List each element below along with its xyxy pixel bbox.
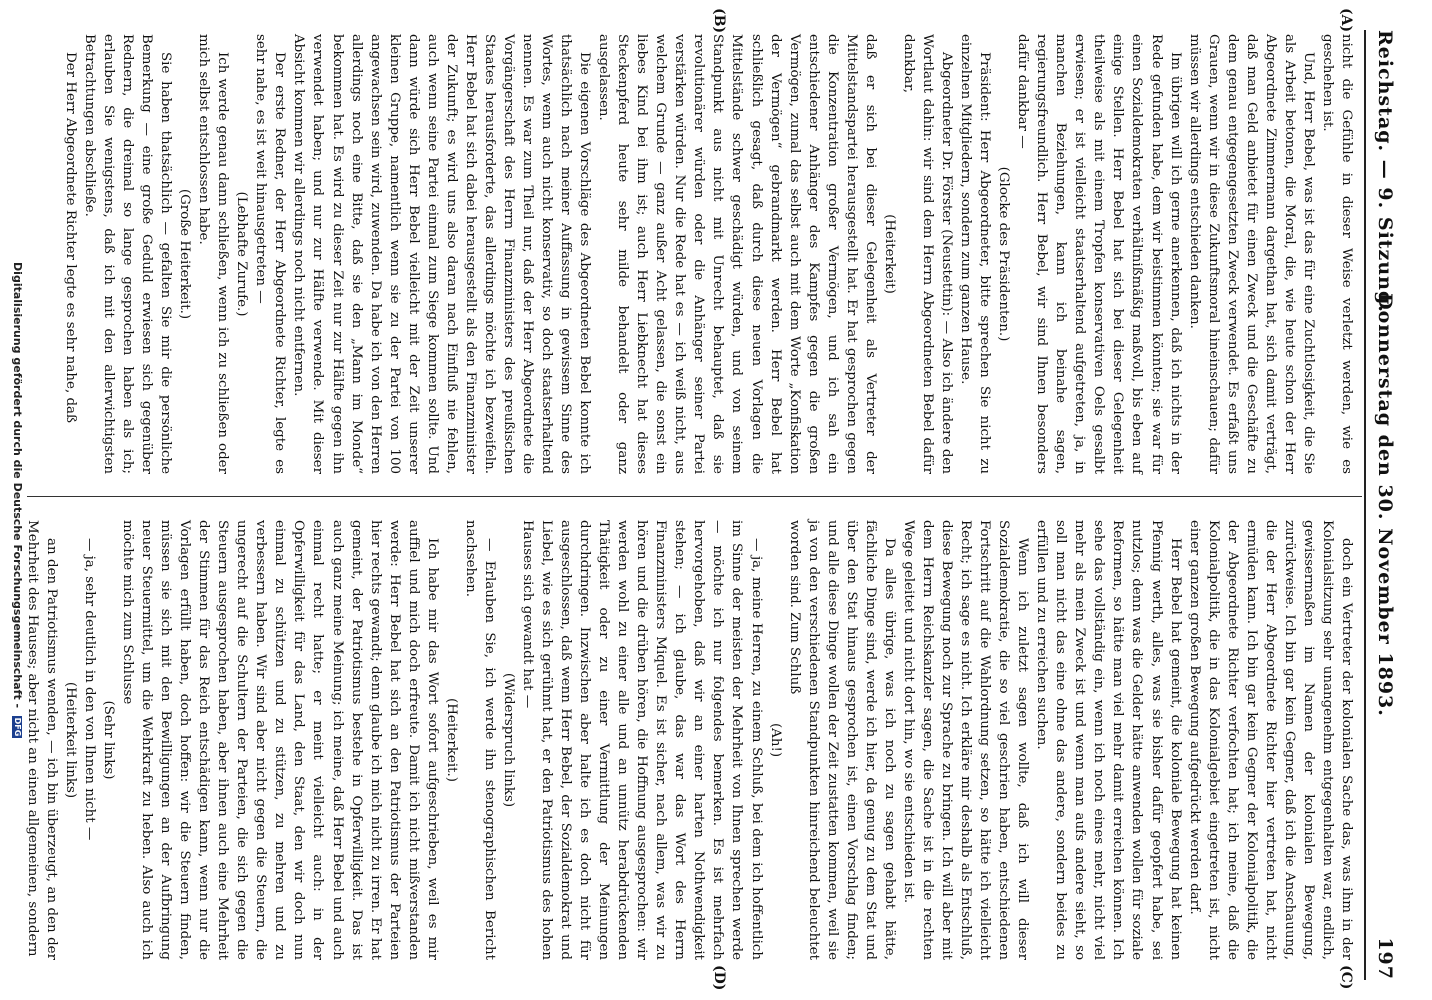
- paragraph: — ja, sehr deutlich in den von Ihnen nicht —: [81, 538, 97, 841]
- paragraph: Da alles übrige, was ich noch zu sagen gehabt hätte, fächliche Dinge sind, werde ich hier, da genug zu dem Stat und über den Stat hinaus gesprochen ist, einen Vorschlag finden; und alle diese Dinge wollen der Zeit zustatten kommen, weil sie ja von den verschiedenen Standpunkten hinreichend beleuchtet worden sind. Zum Schluß: [786, 520, 897, 960]
- paragraph: Der erste Redner, der Herr Abgeordnete Richter, legte es sehr nahe, es ist weit hinausgetreten —: [253, 34, 288, 474]
- column-divider: [27, 496, 1362, 497]
- paragraph: doch ein Vertreter der kolonialen Sache das, was ihm in der Kolonialsitzung sehr unangenehm entgegenhalten war, endlich, gewissermaßen im Namen der kolonialen Bewegung, zurückweise. Ich bin gar kein Gegner, daß ich die Anschauung, die der Herr Abgeordnete Richter hier vertreten hat, nicht ermüden kann. Ich bin gar kein Gegner der Kolonialpolitik, die der Abgeordnete Richter verfochten hat; ich meine, daß die Kolonialpolitik, die in das Kolonialgebiet eingetreten ist, nicht einer ganzen großen Bewegung aufgedrückt werden darf.: [1186, 520, 1354, 960]
- margin-marker-a: (A): [1338, 8, 1354, 33]
- stage-direction: (Lebhafte Zurufe.): [234, 191, 250, 317]
- paragraph: Im übrigen will ich gerne anerkennen, daß ich nichts in der Rede gefunden habe, dem wir beistimmen könnten; sie war für einen Sozialdemokraten verhältnißmäßig maßvoll, bis eben auf einige Stellen. Herr Bebel hat sich bei dieser Gelegenheit theilweise als mit einem Tropfen konservativen Oels gesalbt erwiesen; er ist vielleicht staatserhaltend aufgetreten, ja, in manchen Beziehungen, kann ich beinahe sagen, regierungsfreundlich. Herr Bebel, wir sind Ihnen besonders dafür dankbar —: [1015, 34, 1183, 474]
- stage-direction: (Glocke des Präsidenten.): [996, 166, 1012, 342]
- header-session: Reichstag. — 9. Sitzung.: [1374, 30, 1396, 313]
- right-text-column: [23, 520, 1356, 960]
- left-text-column: [61, 34, 1356, 474]
- paragraph: Der Herr Abgeordnete Richter legte es sehr nahe, daß: [62, 52, 78, 423]
- footer-text: Digitalisierung gefördert durch die Deutsche Forschungsgemeinschaft -: [11, 262, 24, 709]
- digitization-footer: [11, 0, 24, 1000]
- margin-marker-d: (D): [711, 965, 727, 991]
- page-header: [1366, 30, 1396, 980]
- paragraph: nicht die Gefühle in dieser Weise verletzt werden, wie es geschehen ist.: [1319, 34, 1354, 474]
- paragraph: Und, Herr Bebel, was ist das für eine Zuchtlosigkeit, die Sie als Arbeit betonen, die Moral, die, wie heute schon der Herr Abgeordnete Zimmermann dargethan hat, sich damit verträgt, daß man Geld anbietet für einen Zweck und die Geschäfte zu dem genau entgegengesetzten Zweck verwendet. Es erfaßt uns Grauen, wenn wir in diese Zukunftsmoral hineinschauen; dafür müssen wir allerdings entschieden danken.: [1186, 34, 1316, 474]
- paragraph: Präsident: Herr Abgeordneter, bitte sprechen Sie nicht zu einzelnen Mitgliedern, sondern zum ganzen Hause.: [958, 34, 993, 474]
- paragraph: Ich habe mir das Wort sofort aufgeschrieben, weil es mir auffiel und mich doch erfreute. Damit ich nicht mißverstanden werde: Herr Bebel hat sich an den Patriotismus der Parteien hier rechts gewandt; denn glaube ich mich nicht zu irren. Er hat gemeint, der Patriotismus bestehe in Opferwilligkeit. Das ist auch ganz meine Meinung; ich meine, daß Herr Bebel und auch einmal recht hatte; er meint vielleicht auch: in der Opferwilligkeit für das Land, den Staat, den wir doch nun einmal zu schützen und zu stützen, zu mehren und zu verbessern haben. Wir sind aber nicht gegen die Steuern, die ungerecht auf die Schultern der Parteien, die sich gegen die Steuern ausgesprochen haben, aber ihnen auch eine Mehrheit der Stimmen für das Reich entschädigen kann, wenn nur die Vorlagen erfüllt haben, doch hoffen: wir die Steuern finden, müssen sie sich mit den Bewilligungen an der Aufbringung neuer Steuermittel, um die Wehrkraft zu heben. Also auch ich möchte mich zum Schlusse: [120, 520, 440, 960]
- paragraph: Die eigenen Vorschläge des Abgeordneten Bebel konnte ich thatsächlich nach meiner Auffassung in gewissem Sinne des Wortes, wenn auch nicht konservativ, so doch staatserhaltend nennen. Es war zum Theil nur, daß der Herr Abgeordnete die Vorgängerschaft des Herrn Finanzministers des preußischen Staates herausforderte, das allerdings möchte ich bezweifeln. Herr Bebel hat sich dabei herausgestellt als den Finanzminister der Zukunft; es wird uns also daran nach Einfluß nie fehlen, auch wenn seine Partei einmal zum Siege kommen sollte. Und dann würde sich Herr Bebel vielleicht mit der Zeit unserer kleinen Gruppe, namentlich wenn sie zu der Partei von 100 angewachsen sein wird, zuwenden. Da habe ich von den Herren allerdings noch eine Bitte, daß sie den „Mann im Monde“ bekommen hat. Es wird zu dieser Zeit nur zur Hälfte gegen ihn verwendet haben; und nur zur Hälfte verwende. Mit dieser Absicht kommen wir allerdings noch nicht entfernen.: [291, 34, 593, 474]
- header-rule: [1364, 30, 1366, 980]
- paragraph: daß er sich bei dieser Gelegenheit als Vertreter der Mittelstandspartei herausgestellt hat. Er hat gesprochen gegen die Konzentration großer Vermögen, und ich sah ein entschiedener Anhänger des Kampfes gegen die großen Vermögen, zumal das selbst auch mit dem Worte „Konfiskation der Vermögen“ gebrandmarkt werden. Herr Bebel hat schließlich gesagt, daß durch diese neuen Vorlagen die Mittelstände schwer geschädigt würden, und von seinem Standpunkt aus nicht mit Unrecht behauptet, daß sie revolutionärer würden oder die Anhänger seiner Partei verstärken würden. Nur die Rede hat es — ich weiß nicht, aus welchem Grunde — ganz außer Acht gelassen, die sonst ein liebes Kind bei ihm ist; auch Herr Liebknecht hat dieses Steckenpferd heute sehr milde behandelt oder ganz ausgelassen.: [596, 34, 878, 474]
- stage-direction: (Große Heiterkeit.): [177, 188, 193, 320]
- paragraph: Sie haben thatsächlich — gefalten Sie mir die persönliche Bemerkung — eine große Geduld erwiesen sich gegenüber Rednern, die dreimal so lange gesprochen haben als ich; erlauben Sie wenigstens, daß ich mit den allerwichtigsten Betrachtungen abschließe.: [81, 34, 174, 474]
- dfg-logo: DFG: [13, 717, 22, 737]
- paragraph: Ich werde genau dann schließen, wenn ich zu schließen oder mich selbst entschlossen habe.: [196, 34, 231, 474]
- paragraph: Wenn ich zuletzt sagen wollte, daß ich will dieser Sozialdemokratie, die so viel geschrien haben, entschiedenen Fortschritt auf die Wahlordnung setzen, so hätte ich vielleicht Recht; ich sage es nicht. Ich erkläre mir deshalb als Entschluß, diese Bewegung noch zur Sprache zu bringen. Ich will aber mit dem Herrn Reichskanzler sagen, die Sache ist in die rechten Wege geleitet und nicht dort hin, wo sie entschieden ist.: [900, 520, 1031, 960]
- page-number: 197: [1374, 937, 1396, 980]
- stage-direction: (Sehr links): [100, 700, 116, 780]
- header-date: Donnerstag den 30. November 1893.: [1374, 293, 1396, 717]
- stage-direction: (Heiterkeit links): [62, 681, 78, 799]
- paragraph: an den Patriotismus wenden, — ich bin überzeugt, an den der Mehrheit des Hauses; aber nicht an einen allgemeinen, sondern: [24, 520, 59, 960]
- paragraph: — Erlauben Sie, ich werde ihn stenographischen Bericht nachsehen.: [462, 520, 497, 960]
- paragraph: Herr Bebel hat gemeint, die koloniale Bewegung hat keinen Pfennig werth, alles, was sie bisher dafür geopfert habe, sei nutzlos; denn was die Gelder hätte anwenden wollen für soziale Reformen, so hätte man viel mehr damit erreichen können. Ich sehe das vollständig ein, wenn ich noch eines mehr, nicht viel mehr als mein Zweck ist und wenn man aufs andere sieht, so soll man nicht das eine ohne das andere, sondern beides zu erfüllen und zu erreichen suchen.: [1034, 520, 1183, 960]
- stage-direction: (Ah!): [767, 722, 783, 758]
- paragraph: — ja, meine Herren, zu einem Schluß, bei dem ich hoffentlich im Sinne der meisten der Mehrheit von Ihnen sprechen werde — möchte ich nur folgendes bemerken. Es ist mehrfach hervorgehoben, daß wir an einer harten Nothwendigkeit stehen; — ich glaube, das war das Wort des Herrn Finanzministers Miquel. Es ist sicher, nach allem, was wir zu hören und die drüben hören, die Hoffnung ausgesprochen: wir werden wohl zu einer alle und an unnütz herabdrückenden Thätigkeit oder zu einer Vermittlung der Meinungen durchdringen. Inzwischen aber halte ich es doch nicht für ausgeschlossen, daß wenn Herr Bebel, der Sozialdemokrat und Liebel, wie es sich gerühmt hat, er den Patriotismus des hohen Hauses sich gewandt hat —: [519, 520, 764, 960]
- stage-direction: (Heiterkeit): [881, 214, 897, 294]
- stage-direction: (Heiterkeit.): [443, 698, 459, 782]
- stage-direction: (Widerspruch links): [500, 672, 516, 808]
- margin-marker-c: (C): [1338, 965, 1354, 990]
- paragraph: Abgeordneter Dr. Förster (Neustettin): — Also ich ändere den Wortlaut dahin: wir sind dem Herrn Abgeordneten Bebel dafür dankbar,: [900, 34, 955, 474]
- margin-marker-b: (B): [711, 8, 727, 34]
